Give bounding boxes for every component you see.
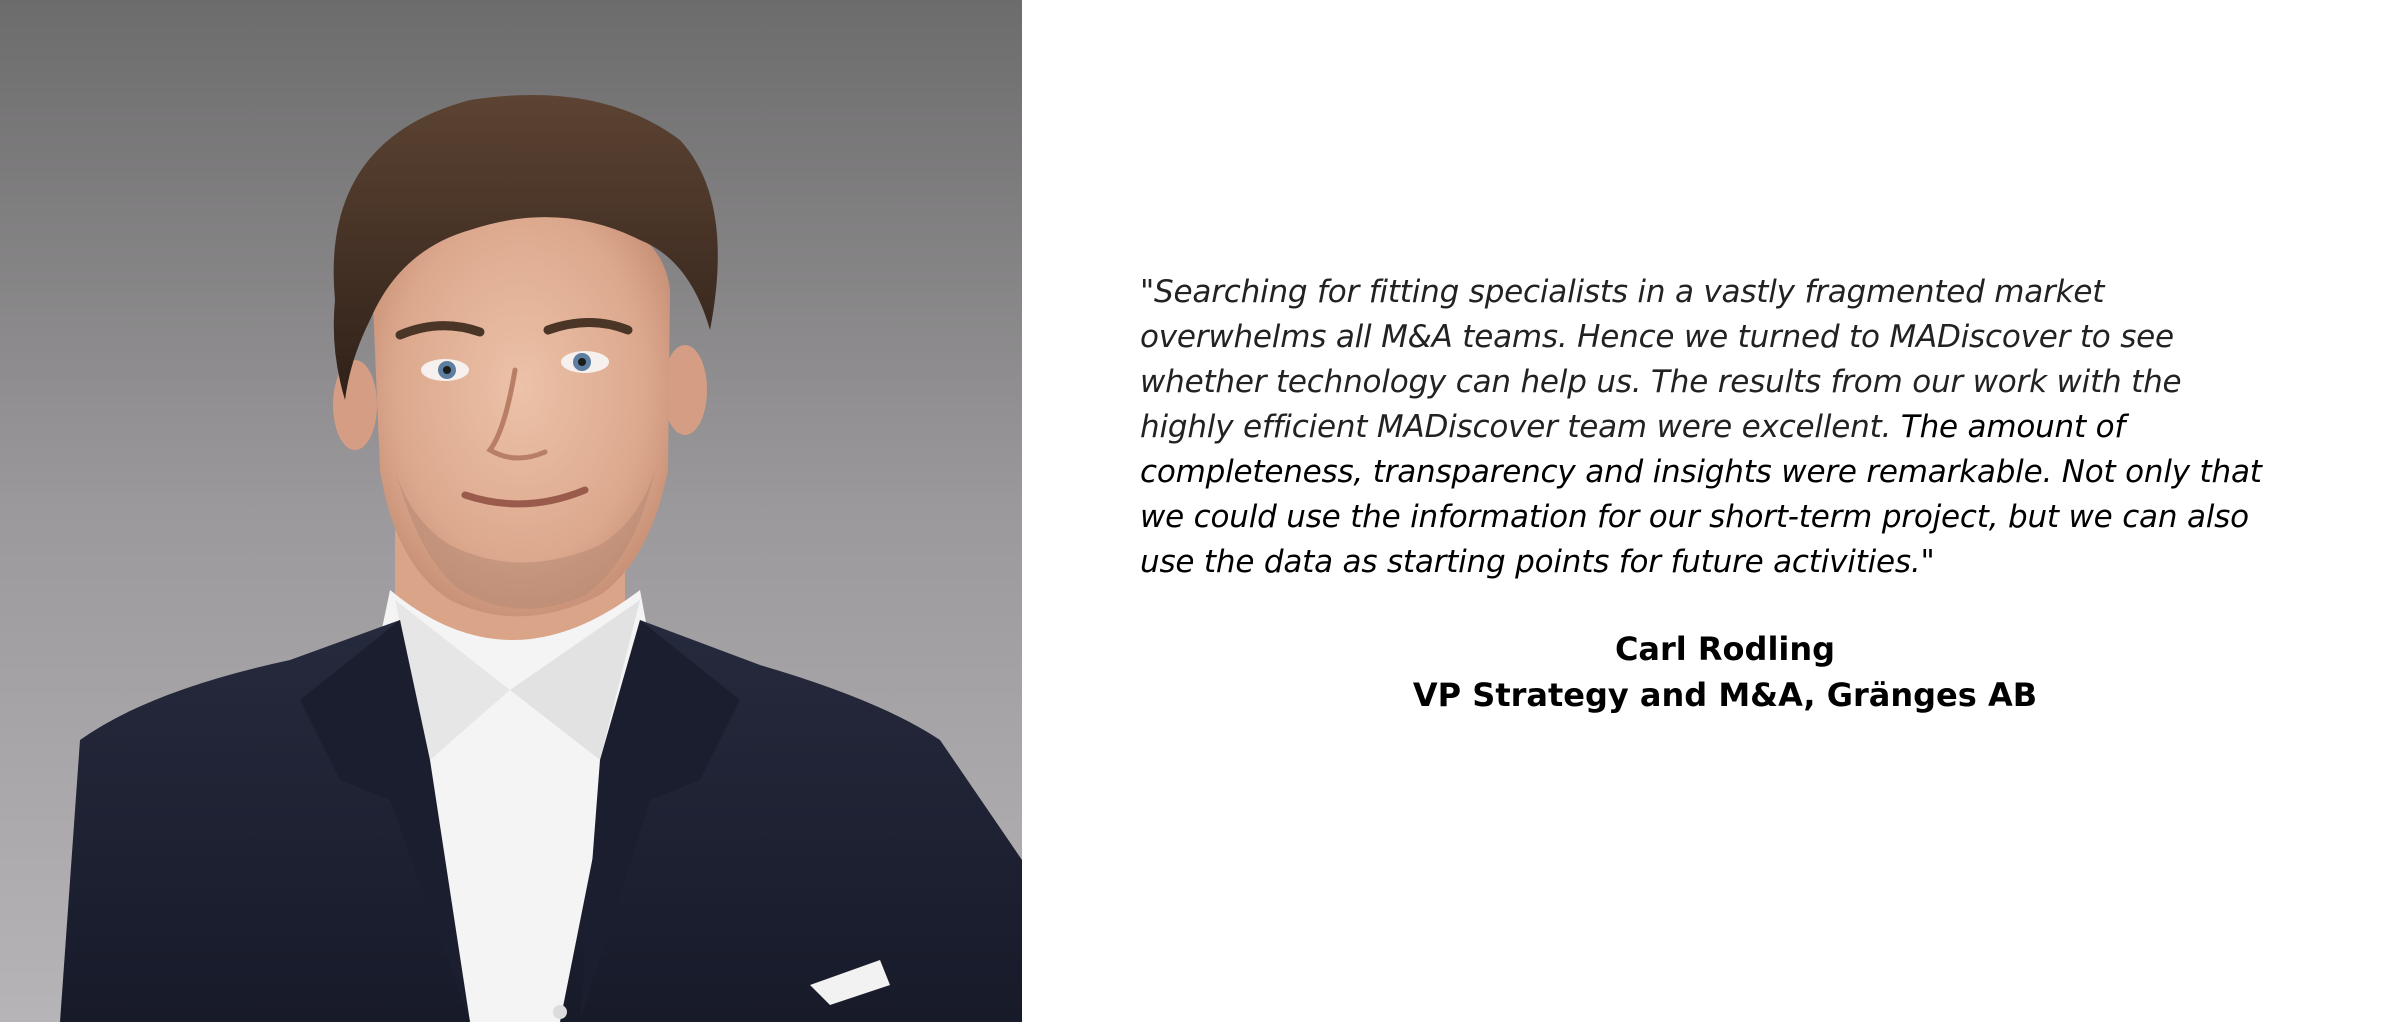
author-name: Carl Rodling — [1614, 630, 1836, 668]
quote-intro-text: "Searching for fitting specialists in a vastly fragmented market overwhelms all M&A teams. Hence we turned to MADiscover to see whether technology can help us. The results from our work with the highly efficient MADiscover team were excellent. — [1140, 274, 2182, 445]
quote-highlight-text: The amount of completeness, transparency and insights were remarkable. Not only that we could use the information for our short-term project, but we can also use the data as starting points for future activities." — [1140, 409, 2262, 580]
portrait-photo — [0, 0, 1022, 1022]
person-portrait-icon — [0, 0, 1022, 1022]
author-role: VP Strategy and M&A, Gränges AB — [1412, 676, 2038, 714]
quote-panel — [1140, 270, 2280, 585]
attribution — [1140, 626, 2310, 718]
testimonial-quote — [1140, 270, 2280, 585]
